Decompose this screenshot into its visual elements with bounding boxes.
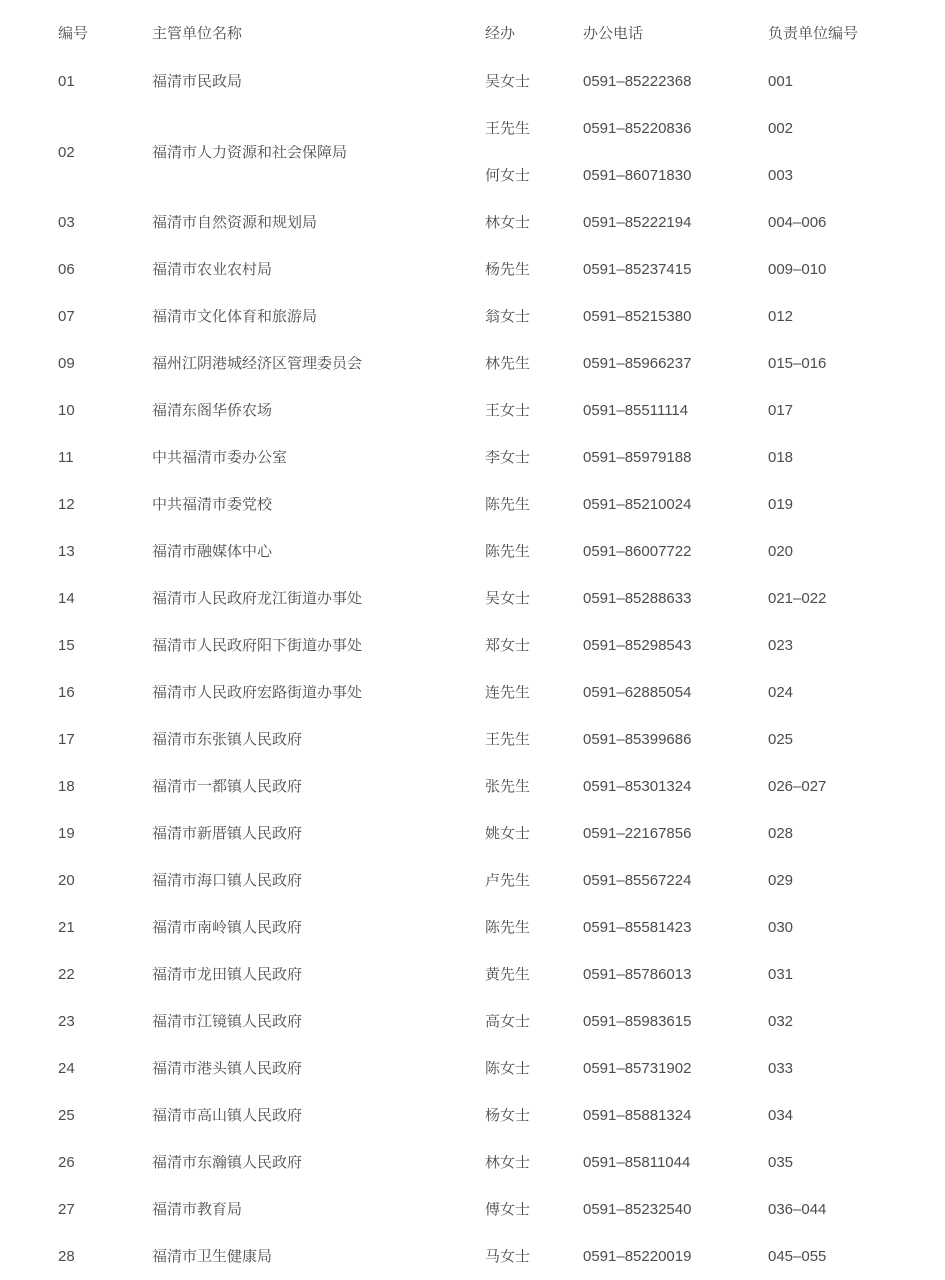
table-row bbox=[58, 246, 945, 293]
contact-subrows bbox=[485, 1233, 945, 1280]
table-row bbox=[58, 857, 945, 904]
row-number: 12 bbox=[58, 497, 75, 512]
org-name: 福清市一都镇人民政府 bbox=[152, 779, 303, 794]
contact-subrow bbox=[485, 199, 945, 246]
row-number: 21 bbox=[58, 920, 75, 935]
responsible-unit-number: 032 bbox=[768, 1014, 794, 1029]
org-name: 福清市海口镇人民政府 bbox=[152, 873, 303, 888]
responsible-unit-number: 026–027 bbox=[768, 779, 827, 794]
org-name: 福清市东瀚镇人民政府 bbox=[152, 1155, 303, 1170]
row-number: 15 bbox=[58, 638, 75, 653]
office-phone: 0591–85220836 bbox=[583, 121, 692, 136]
contact-subrow bbox=[485, 951, 945, 998]
office-phone: 0591–85511114 bbox=[583, 403, 689, 418]
contact-subrows bbox=[485, 951, 945, 998]
responsible-unit-number: 018 bbox=[768, 450, 794, 465]
org-name: 福清市文化体育和旅游局 bbox=[152, 309, 318, 324]
responsible-unit-number: 012 bbox=[768, 309, 794, 324]
row-number: 27 bbox=[58, 1202, 75, 1217]
office-phone: 0591–85581423 bbox=[583, 920, 692, 935]
row-number: 22 bbox=[58, 967, 75, 982]
contact-subrow bbox=[485, 669, 945, 716]
responsible-unit-number: 025 bbox=[768, 732, 794, 747]
table-row bbox=[58, 434, 945, 481]
responsible-unit-number: 030 bbox=[768, 920, 794, 935]
contact-subrow bbox=[485, 1233, 945, 1280]
org-name: 福清市融媒体中心 bbox=[152, 544, 273, 559]
row-number: 26 bbox=[58, 1155, 75, 1170]
org-name: 福清市龙田镇人民政府 bbox=[152, 967, 303, 982]
row-number: 17 bbox=[58, 732, 75, 747]
contact-name: 陈先生 bbox=[485, 544, 531, 559]
org-name: 福清市教育局 bbox=[152, 1202, 243, 1217]
contact-name: 王先生 bbox=[485, 732, 531, 747]
contact-name: 王先生 bbox=[485, 121, 531, 136]
contact-name: 杨女士 bbox=[485, 1108, 531, 1123]
contact-subrows bbox=[485, 857, 945, 904]
contact-name: 李女士 bbox=[485, 450, 531, 465]
table-row bbox=[58, 810, 945, 857]
row-number: 03 bbox=[58, 215, 75, 230]
row-number: 19 bbox=[58, 826, 75, 841]
row-number: 02 bbox=[58, 144, 75, 160]
contact-subrow bbox=[485, 152, 945, 199]
contact-name: 卢先生 bbox=[485, 873, 531, 888]
contact-subrow bbox=[485, 1045, 945, 1092]
table-body bbox=[58, 58, 945, 1280]
office-phone: 0591–85222194 bbox=[583, 215, 692, 230]
contact-subrows bbox=[485, 998, 945, 1045]
row-number: 07 bbox=[58, 309, 75, 324]
row-number: 25 bbox=[58, 1108, 75, 1123]
contact-subrow bbox=[485, 857, 945, 904]
row-number: 20 bbox=[58, 873, 75, 888]
table-header-row bbox=[58, 8, 945, 58]
responsible-unit-number: 028 bbox=[768, 826, 794, 841]
contact-subrows bbox=[485, 387, 945, 434]
contact-subrows bbox=[485, 199, 945, 246]
contact-subrow bbox=[485, 1186, 945, 1233]
contact-name: 林女士 bbox=[485, 215, 531, 230]
contact-subrows bbox=[485, 669, 945, 716]
responsible-unit-number: 035 bbox=[768, 1155, 794, 1170]
org-name: 福清市农业农村局 bbox=[152, 262, 273, 277]
table-row bbox=[58, 481, 945, 528]
table-row bbox=[58, 763, 945, 810]
table-row bbox=[58, 1092, 945, 1139]
contact-subrows bbox=[485, 716, 945, 763]
table-row bbox=[58, 528, 945, 575]
responsible-unit-number: 002 bbox=[768, 121, 794, 136]
org-name: 福清市人力资源和社会保障局 bbox=[152, 144, 348, 160]
contact-subrow bbox=[485, 58, 945, 105]
contact-subrows bbox=[485, 105, 945, 199]
contact-name: 吴女士 bbox=[485, 591, 531, 606]
responsible-unit-number: 017 bbox=[768, 403, 794, 418]
office-phone: 0591–85232540 bbox=[583, 1202, 692, 1217]
row-number: 06 bbox=[58, 262, 75, 277]
header-number: 编号 bbox=[58, 25, 89, 41]
header-unit-range: 负责单位编号 bbox=[768, 25, 859, 41]
responsible-unit-number: 036–044 bbox=[768, 1202, 827, 1217]
org-name: 福清市人民政府宏路街道办事处 bbox=[152, 685, 363, 700]
org-name: 福清市人民政府龙江街道办事处 bbox=[152, 591, 363, 606]
row-number: 16 bbox=[58, 685, 75, 700]
row-number: 11 bbox=[58, 450, 74, 465]
org-name: 中共福清市委办公室 bbox=[152, 450, 288, 465]
office-phone: 0591–85979188 bbox=[583, 450, 692, 465]
table-row bbox=[58, 387, 945, 434]
contact-name: 陈先生 bbox=[485, 920, 531, 935]
office-phone: 0591–86071830 bbox=[583, 168, 692, 183]
contact-subrow bbox=[485, 434, 945, 481]
office-phone: 0591–85298543 bbox=[583, 638, 692, 653]
table-row bbox=[58, 1186, 945, 1233]
office-phone: 0591–85567224 bbox=[583, 873, 692, 888]
table-row bbox=[58, 622, 945, 669]
header-phone: 办公电话 bbox=[583, 25, 644, 41]
responsible-unit-number: 031 bbox=[768, 967, 794, 982]
row-number: 14 bbox=[58, 591, 75, 606]
contact-name: 陈女士 bbox=[485, 1061, 531, 1076]
contact-subrow bbox=[485, 575, 945, 622]
office-phone: 0591–85215380 bbox=[583, 309, 692, 324]
contact-name: 傅女士 bbox=[485, 1202, 531, 1217]
table-row bbox=[58, 575, 945, 622]
row-number: 09 bbox=[58, 356, 75, 371]
org-name: 中共福清市委党校 bbox=[152, 497, 273, 512]
org-name: 福清市卫生健康局 bbox=[152, 1249, 273, 1264]
table-row bbox=[58, 58, 945, 105]
contact-subrows bbox=[485, 481, 945, 528]
row-number: 10 bbox=[58, 403, 75, 418]
row-number: 28 bbox=[58, 1249, 75, 1264]
org-name: 福清市自然资源和规划局 bbox=[152, 215, 318, 230]
table-row bbox=[58, 199, 945, 246]
header-org-name: 主管单位名称 bbox=[152, 25, 243, 41]
office-phone: 0591–85811044 bbox=[583, 1155, 691, 1170]
office-phone: 0591–85237415 bbox=[583, 262, 692, 277]
contact-subrow bbox=[485, 528, 945, 575]
org-name: 福清市东张镇人民政府 bbox=[152, 732, 303, 747]
contact-subrows bbox=[485, 1092, 945, 1139]
contact-subrows bbox=[485, 904, 945, 951]
contact-subrows bbox=[485, 246, 945, 293]
org-name: 福州江阴港城经济区管理委员会 bbox=[152, 356, 363, 371]
responsible-unit-number: 020 bbox=[768, 544, 794, 559]
row-number: 23 bbox=[58, 1014, 75, 1029]
contact-subrows bbox=[485, 1186, 945, 1233]
contact-name: 姚女士 bbox=[485, 826, 531, 841]
responsible-unit-number: 015–016 bbox=[768, 356, 827, 371]
table-row bbox=[58, 716, 945, 763]
org-name: 福清市新厝镇人民政府 bbox=[152, 826, 303, 841]
contact-subrow bbox=[485, 810, 945, 857]
header-contact: 经办 bbox=[485, 25, 516, 41]
contact-subrows bbox=[485, 575, 945, 622]
responsible-unit-number: 001 bbox=[768, 74, 794, 89]
contact-name: 马女士 bbox=[485, 1249, 531, 1264]
responsible-unit-number: 004–006 bbox=[768, 215, 827, 230]
table-row bbox=[58, 1233, 945, 1280]
office-phone: 0591–86007722 bbox=[583, 544, 692, 559]
responsible-unit-number: 029 bbox=[768, 873, 794, 888]
responsible-unit-number: 009–010 bbox=[768, 262, 827, 277]
contact-subrow bbox=[485, 1139, 945, 1186]
responsible-unit-number: 019 bbox=[768, 497, 794, 512]
table-row bbox=[58, 669, 945, 716]
table-row bbox=[58, 293, 945, 340]
contact-subrows bbox=[485, 810, 945, 857]
contact-name: 何女士 bbox=[485, 168, 531, 183]
contact-subrows bbox=[485, 293, 945, 340]
row-number: 13 bbox=[58, 544, 75, 559]
contact-subrow bbox=[485, 105, 945, 152]
table-row bbox=[58, 1045, 945, 1092]
org-name: 福清市港头镇人民政府 bbox=[152, 1061, 303, 1076]
office-phone: 0591–85220019 bbox=[583, 1249, 692, 1264]
row-number: 18 bbox=[58, 779, 75, 794]
office-phone: 0591–85301324 bbox=[583, 779, 692, 794]
office-phone: 0591–85966237 bbox=[583, 356, 692, 371]
contact-name: 郑女士 bbox=[485, 638, 531, 653]
contact-subrows bbox=[485, 434, 945, 481]
row-number: 01 bbox=[58, 74, 75, 89]
table-row bbox=[58, 1139, 945, 1186]
responsible-unit-number: 003 bbox=[768, 168, 794, 183]
contact-subrows bbox=[485, 622, 945, 669]
org-name: 福清市江镜镇人民政府 bbox=[152, 1014, 303, 1029]
office-phone: 0591–85881324 bbox=[583, 1108, 692, 1123]
contact-subrows bbox=[485, 1139, 945, 1186]
contact-subrows bbox=[485, 58, 945, 105]
responsible-unit-number: 034 bbox=[768, 1108, 794, 1123]
office-phone: 0591–85399686 bbox=[583, 732, 692, 747]
responsible-unit-number: 023 bbox=[768, 638, 794, 653]
office-phone: 0591–85731902 bbox=[583, 1061, 692, 1076]
table-row bbox=[58, 998, 945, 1045]
org-name: 福清市南岭镇人民政府 bbox=[152, 920, 303, 935]
office-phone: 0591–85786013 bbox=[583, 967, 692, 982]
contact-subrow bbox=[485, 387, 945, 434]
contact-subrows bbox=[485, 1045, 945, 1092]
contact-subrow bbox=[485, 716, 945, 763]
contact-subrow bbox=[485, 763, 945, 810]
contact-name: 吴女士 bbox=[485, 74, 531, 89]
table-row bbox=[58, 904, 945, 951]
contact-name: 杨先生 bbox=[485, 262, 531, 277]
row-number: 24 bbox=[58, 1061, 75, 1076]
responsible-unit-number: 033 bbox=[768, 1061, 794, 1076]
contact-name: 高女士 bbox=[485, 1014, 531, 1029]
office-phone: 0591–85222368 bbox=[583, 74, 692, 89]
responsible-unit-number: 045–055 bbox=[768, 1249, 827, 1264]
table-row bbox=[58, 340, 945, 387]
contact-name: 林女士 bbox=[485, 1155, 531, 1170]
org-name: 福清市人民政府阳下街道办事处 bbox=[152, 638, 363, 653]
contact-subrows bbox=[485, 763, 945, 810]
responsible-unit-number: 024 bbox=[768, 685, 794, 700]
contact-subrow bbox=[485, 246, 945, 293]
org-name: 福清市民政局 bbox=[152, 74, 243, 89]
table-row bbox=[58, 951, 945, 998]
org-name: 福清东阁华侨农场 bbox=[152, 403, 273, 418]
contact-subrows bbox=[485, 528, 945, 575]
contact-name: 黄先生 bbox=[485, 967, 531, 982]
contact-subrow bbox=[485, 622, 945, 669]
responsible-unit-number: 021–022 bbox=[768, 591, 827, 606]
office-phone: 0591–62885054 bbox=[583, 685, 692, 700]
office-phone: 0591–85210024 bbox=[583, 497, 692, 512]
contact-name: 王女士 bbox=[485, 403, 531, 418]
contact-subrows bbox=[485, 340, 945, 387]
contact-name: 陈先生 bbox=[485, 497, 531, 512]
contact-subrow bbox=[485, 293, 945, 340]
contact-name: 翁女士 bbox=[485, 309, 531, 324]
office-phone: 0591–22167856 bbox=[583, 826, 692, 841]
office-phone: 0591–85288633 bbox=[583, 591, 692, 606]
contact-subrow bbox=[485, 481, 945, 528]
contact-subrow bbox=[485, 340, 945, 387]
office-phone: 0591–85983615 bbox=[583, 1014, 692, 1029]
org-name: 福清市高山镇人民政府 bbox=[152, 1108, 303, 1123]
contact-subrow bbox=[485, 1092, 945, 1139]
contact-name: 连先生 bbox=[485, 685, 531, 700]
contact-name: 张先生 bbox=[485, 779, 531, 794]
table-row bbox=[58, 105, 945, 199]
contact-subrow bbox=[485, 998, 945, 1045]
contact-subrow bbox=[485, 904, 945, 951]
contact-name: 林先生 bbox=[485, 356, 531, 371]
